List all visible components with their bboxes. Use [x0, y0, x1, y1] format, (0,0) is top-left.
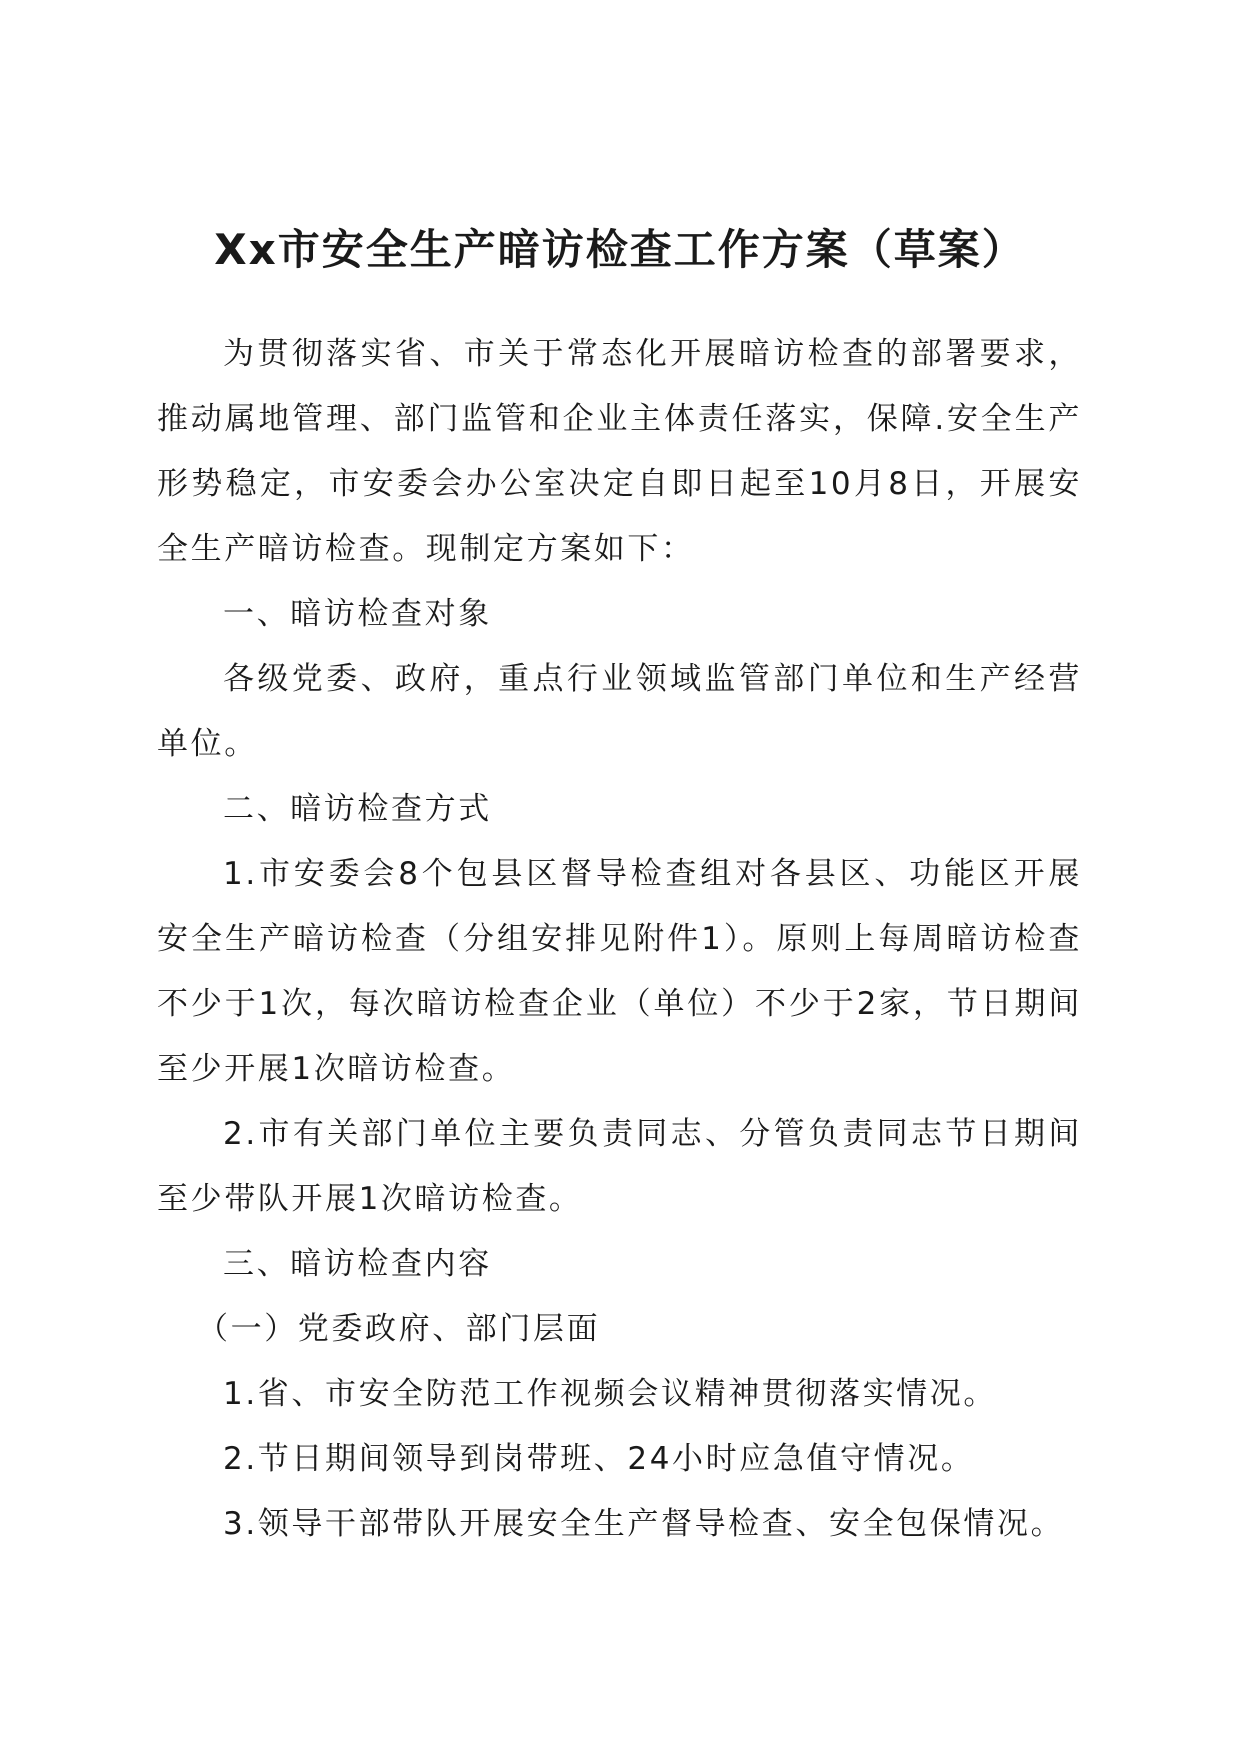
- intro-paragraph: 为贯彻落实省、市关于常态化开展暗访检查的部署要求，推动属地管理、部门监管和企业主体责任落实，保障.安全生产形势稳定，市安委会办公室决定自即日起至10月8日，开展安全生产暗访检查。现制定方案如下：: [157, 336, 1082, 567]
- section-heading-2: 二、暗访检查方式: [223, 791, 492, 827]
- section-2-item-2: 2.市有关部门单位主要负责同志、分管负责同志节日期间至少带队开展1次暗访检查。: [157, 1116, 1082, 1217]
- subsection-1-item-1: 1.省、市安全防范工作视频会议精神贯彻落实情况。: [223, 1376, 997, 1412]
- section-1-paragraph: 各级党委、政府，重点行业领域监管部门单位和生产经营单位。: [157, 661, 1082, 762]
- section-heading-1: 一、暗访检查对象: [223, 596, 492, 632]
- subsection-1-item-2: 2.节日期间领导到岗带班、24小时应急值守情况。: [223, 1441, 975, 1477]
- document-body: [157, 322, 1082, 1557]
- section-2-item-1: 1.市安委会8个包县区督导检查组对各县区、功能区开展安全生产暗访检查（分组安排见附件1）。原则上每周暗访检查不少于1次，每次暗访检查企业（单位）不少于2家，节日期间至少开展1次暗访检查。: [157, 856, 1082, 1087]
- document-title: Xx市安全生产暗访检查工作方案（草案）: [214, 225, 1026, 274]
- section-heading-3: 三、暗访检查内容: [223, 1246, 492, 1282]
- subsection-1-item-3: 3.领导干部带队开展安全生产督导检查、安全包保情况。: [223, 1506, 1065, 1542]
- subsection-heading-1: （一）党委政府、部门层面: [197, 1311, 601, 1347]
